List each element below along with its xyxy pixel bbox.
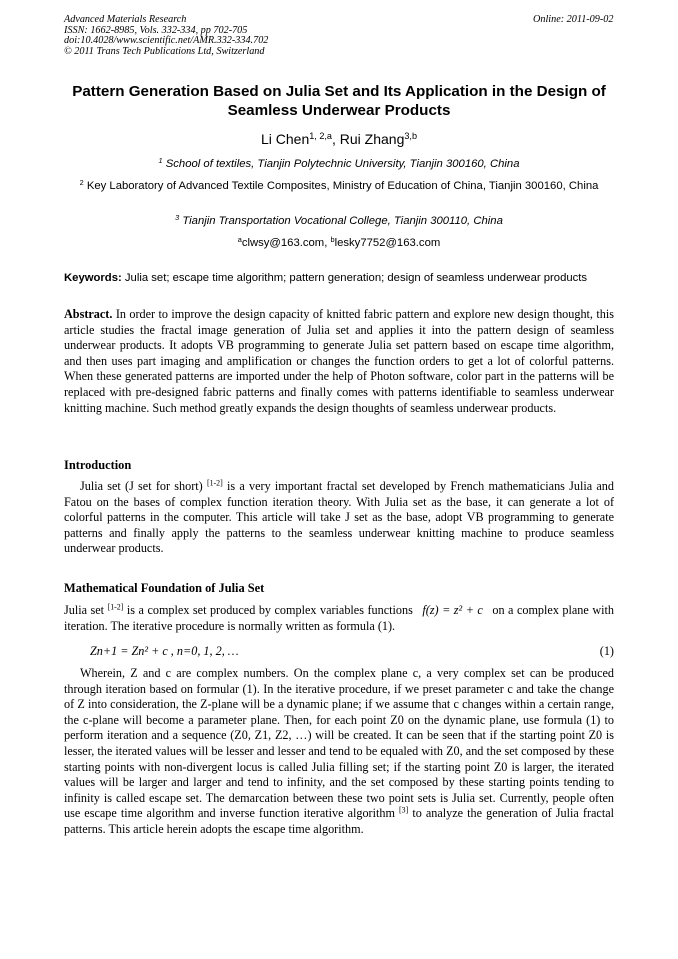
function-expression: f(z) = z² + c: [422, 603, 483, 617]
keywords-block: [64, 271, 614, 286]
math-text-b: is a complex set produced by complex variables functions: [123, 603, 417, 617]
author-separator: ,: [332, 131, 340, 147]
doi-line: doi:10.4028/www.scientific.net/AMR.332-334.702: [64, 35, 269, 47]
affiliation-text: Tianjin Transportation Vocational College, Tianjin 300110, China: [182, 215, 503, 227]
issn-line: ISSN: 1662-8985, Vols. 332-334, pp 702-705: [64, 24, 248, 36]
citation: [3]: [399, 805, 409, 815]
paper-title: Pattern Generation Based on Julia Set and Its Application in the Design of Seamless Underwear Products: [72, 83, 606, 119]
affiliation-text: Key Laboratory of Advanced Textile Composites, Ministry of Education of China, Tianjin 300160, China: [86, 180, 599, 192]
author-name: Li Chen: [260, 131, 310, 147]
copyright-line: © 2011 Trans Tech Publications Ltd, Switzerland: [64, 45, 265, 57]
citation: [1-2]: [107, 602, 124, 612]
abstract-text: In order to improve the design capacity of knitted fabric pattern and explore new design thought, this article studies the fractal image generation of Julia set and applies it into the pattern design of seamless underwear products. It adopts VB programming to generate Julia set pattern based on escape time algorithm, and then uses part imaging and amplification or changes the function orders to get a lot of colorful patterns. When these generated patterns are imported under the help of Photon software, color part in the patterns will be replaced with pre-designed fabric patterns and finally comes with patterns identifiable to seamless underwear knitting machine. Such method greatly expands the design thoughts of seamless underwear products.: [64, 307, 614, 415]
math-paragraph-1: [64, 603, 614, 634]
affiliation-2: [56, 179, 622, 194]
math-text-part1: Wherein, Z and c are complex numbers. On the complex plane c, a very complex set can be produced through iteration based on formular (1). In the iterative procedure, if we preset parameter c and take the change of Z into consideration, the Z-plane will be a dynamic plane; if we assume that c changes within a certain range, the c-plane will become a parameter plane. Then, for each point Z0 on the dynamic plane, use formula (1) to perform iteration and a sequence (Z0, Z1, Z2, …) will be created. It can be seen that if the starting point Z0 is lesser, the iterated values will be lesser and lesser and tend to be equaled with Z0, and the set composed by these starting points with non-divergent locus is called Julia filling set; if the starting point Z0 is larger, the iterated values will be larger and larger and tend to infinity, and the set composed by these starting points tending to infinity is called escape set. The demarcation between these two point sets is Julia set. Currently, people often use escape time algorithm and inverse function iterative algorithm: [64, 666, 614, 821]
introduction-paragraph: [64, 479, 614, 557]
affiliation-marker: 1: [158, 155, 163, 165]
math-text-c: on a complex plane with iteration. The iterative procedure is normally written as formula (1).: [64, 603, 614, 633]
email-marker: b: [330, 234, 335, 244]
affiliation-marker: 3: [175, 212, 180, 222]
formula-number: (1): [599, 644, 614, 658]
intro-text-start: Julia set (J set for short): [80, 479, 207, 493]
email-separator: ,: [324, 237, 331, 249]
math-text-part2: to analyze the generation of Julia fractal patterns. This article herein adopts the escape time algorithm.: [64, 806, 614, 836]
email-marker: a: [237, 234, 242, 244]
affiliation-1: [56, 157, 622, 172]
journal-info: [64, 15, 268, 57]
abstract-block: [64, 307, 614, 416]
email-address[interactable]: clwsy@163.com: [241, 237, 325, 249]
math-paragraph-2: [64, 666, 614, 838]
email-line: [40, 236, 638, 250]
introduction-heading: Introduction: [64, 458, 132, 472]
author-name: Rui Zhang: [339, 131, 405, 147]
affiliation-3: [56, 214, 622, 229]
affiliation-marker: 2: [79, 177, 84, 187]
email-address[interactable]: lesky7752@163.com: [334, 237, 441, 249]
math-text-a: Julia set: [64, 603, 108, 617]
online-date: Online: 2011-09-02: [533, 14, 614, 25]
intro-text-rest: is a very important fractal set developed by French mathematicians Julia and Fatou on the bases of complex function iteration theory. With Julia set as the base, it can generate a lot of colorful patterns in the computer. This article will take J set as the base, adopt VB programming to generate patterns and finally apply the patterns to the seamless underwear knitting machine to produce seamless underwear products.: [64, 479, 614, 556]
keywords-label: Keywords:: [64, 272, 122, 284]
formula-expression: Zn+1 = Zn² + c , n=0, 1, 2, …: [90, 644, 239, 658]
abstract-label: Abstract.: [64, 307, 113, 321]
author-superscript: 1, 2,a: [309, 131, 332, 141]
affiliation-text: School of textiles, Tianjin Polytechnic University, Tianjin 300160, China: [165, 158, 520, 170]
journal-name: Advanced Materials Research: [64, 14, 187, 25]
math-foundation-heading: Mathematical Foundation of Julia Set: [64, 581, 265, 595]
author-list: [40, 130, 638, 148]
keywords-text: Julia set; escape time algorithm; pattern generation; design of seamless underwear products: [124, 272, 588, 284]
author-superscript: 3,b: [404, 131, 418, 141]
citation: [1-2]: [206, 478, 223, 488]
formula-1: [90, 644, 614, 659]
